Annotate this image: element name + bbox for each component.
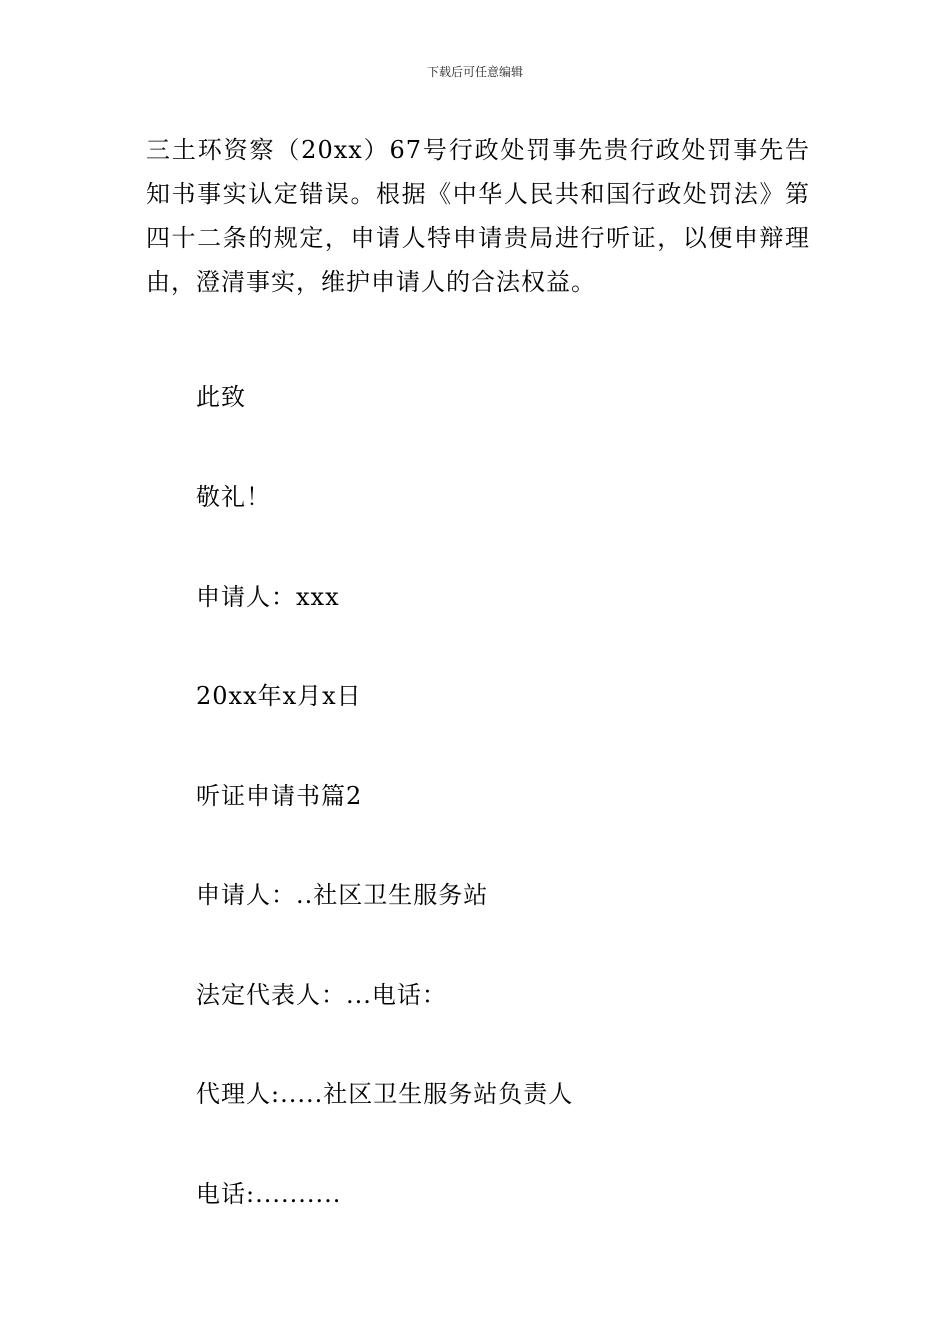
closing-regards: 敬礼！ — [196, 483, 271, 511]
agent-line: 代理人:.....社区卫生服务站负责人 — [196, 1080, 574, 1108]
body-paragraph: 三土环资察（20xx）67号行政处罚事先贵行政处罚事先告知书事实认定错误。根据《中华人民共和国行政处罚法》第四十二条的规定，申请人特申请贵局进行听证，以便申辩理由，澄清事实，维护申请人的合法权益。 — [146, 136, 810, 296]
section-title: 听证申请书篇2 — [196, 782, 363, 810]
phone-line: 电话:.......... — [196, 1180, 342, 1208]
legal-representative-line: 法定代表人：...电话： — [196, 981, 447, 1009]
applicant-line-2: 申请人：..社区卫生服务站 — [196, 881, 489, 909]
applicant-line: 申请人：xxx — [196, 583, 340, 611]
date-line: 20xx年x月x日 — [196, 682, 362, 710]
page-header-note: 下载后可任意编辑 — [426, 65, 523, 79]
closing-salutation: 此致 — [196, 383, 246, 411]
